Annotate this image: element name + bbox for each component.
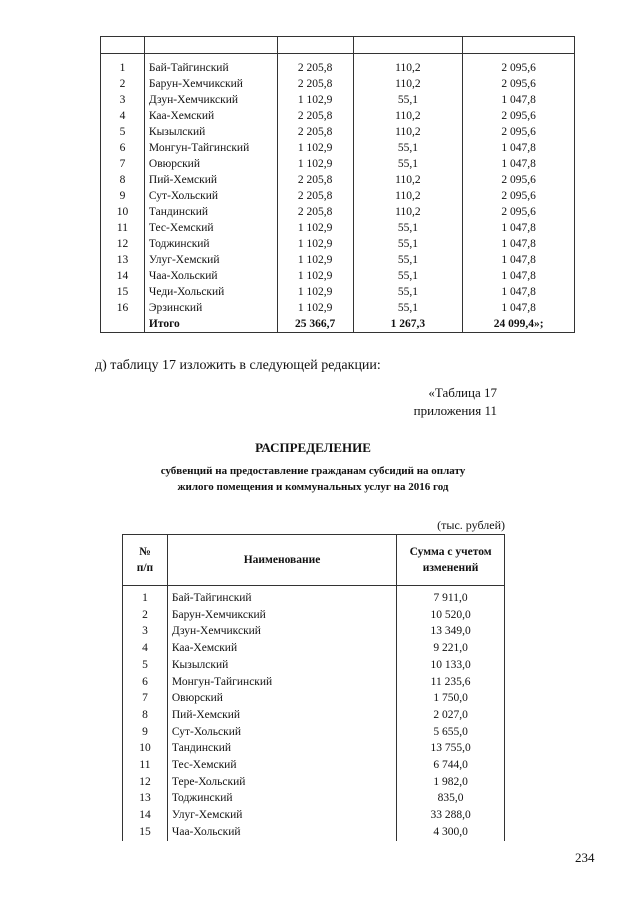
distribution-table [122,534,505,841]
table-cell: Улуг-Хемский [167,807,396,824]
table-header-row [101,37,575,54]
table-cell: 7 911,0 [397,590,505,607]
table-cell: 2 095,6 [463,204,575,220]
table-cell: 2 [123,607,168,624]
table-cell: 55,1 [353,284,463,300]
table-cell: 55,1 [353,140,463,156]
table-cell: 1 267,3 [353,316,463,333]
table-cell: 12 [123,774,168,791]
subsidy-table-continued [100,36,575,333]
table-ref-line2: приложения 11 [413,403,497,418]
table-cell: 4 300,0 [397,824,505,841]
table-cell: 13 [101,252,145,268]
table-cell: 1 047,8 [463,236,575,252]
table-cell: Сут-Хольский [167,724,396,741]
table-cell: Улуг-Хемский [144,252,277,268]
table-cell: 3 [123,623,168,640]
table-cell: 2 205,8 [277,172,353,188]
table-cell: 2 095,6 [463,60,575,76]
table-row [123,623,505,640]
table-cell: 2 [101,76,145,92]
table-cell: 55,1 [353,92,463,108]
table-cell: 2 205,8 [277,204,353,220]
table-row [101,204,575,220]
table-cell: 9 [101,188,145,204]
table-cell: Итого [144,316,277,333]
table-cell: 2 095,6 [463,124,575,140]
table-cell: 55,1 [353,220,463,236]
table-cell: 110,2 [353,188,463,204]
table-cell: Кызылский [144,124,277,140]
table-cell: Каа-Хемский [144,108,277,124]
table-cell: 11 235,6 [397,674,505,691]
table-cell: 1 102,9 [277,156,353,172]
table-ref-line1: «Таблица 17 [428,385,497,400]
table-cell: 55,1 [353,252,463,268]
table-cell: 1 047,8 [463,140,575,156]
table-cell: 1 102,9 [277,140,353,156]
table-cell: 835,0 [397,790,505,807]
table-cell: 1 102,9 [277,268,353,284]
table-cell: Тес-Хемский [167,757,396,774]
table-row [123,740,505,757]
table-row [101,284,575,300]
table-cell: 1 047,8 [463,220,575,236]
table-cell: Тере-Хольский [167,774,396,791]
table-row [123,657,505,674]
table-cell: 1 [101,60,145,76]
table-cell: 2 095,6 [463,172,575,188]
table-cell: 8 [123,707,168,724]
table-cell: Пий-Хемский [144,172,277,188]
table-cell: Чаа-Хольский [167,824,396,841]
table-cell: 110,2 [353,60,463,76]
subtitle-line1: субвенций на предоставление гражданам субсидий на оплату [160,465,466,477]
table-cell: 4 [101,108,145,124]
table-row [123,590,505,607]
table-row [123,640,505,657]
table-row [101,60,575,76]
table-cell: 2 205,8 [277,76,353,92]
table-cell: 6 [123,674,168,691]
table-row [101,124,575,140]
table-cell: 10 [101,204,145,220]
table-cell: 1 047,8 [463,300,575,316]
header-num-2: п/п [136,562,154,574]
table-row [101,300,575,316]
table-cell: 15 [123,824,168,841]
table-cell: Бай-Тайгинский [167,590,396,607]
table-row [101,252,575,268]
header-name: Наименование [167,535,396,586]
table-row [101,140,575,156]
table-row [123,724,505,741]
table-cell: Барун-Хемчикский [167,607,396,624]
table-cell: 13 [123,790,168,807]
table-cell: Монгун-Тайгинский [167,674,396,691]
table-cell: Тес-Хемский [144,220,277,236]
table-row [101,108,575,124]
table-cell: 2 205,8 [277,60,353,76]
table-cell: Монгун-Тайгинский [144,140,277,156]
header-num: № [139,546,151,558]
table-cell: Эрзинский [144,300,277,316]
table-cell: 33 288,0 [397,807,505,824]
table-row [101,188,575,204]
table-cell: 1 102,9 [277,284,353,300]
table-cell: 11 [123,757,168,774]
table-row [123,774,505,791]
table-cell: 4 [123,640,168,657]
table-row [123,707,505,724]
units-label: (тыс. рублей) [437,518,505,532]
header-sum: Сумма с учетом [409,546,492,558]
document-title: РАСПРЕДЕЛЕНИЕ [255,440,371,455]
table-cell: 1 047,8 [463,252,575,268]
table-cell: 10 [123,740,168,757]
table-cell: 2 205,8 [277,188,353,204]
table-cell: Барун-Хемчикский [144,76,277,92]
table-cell: 3 [101,92,145,108]
table-row [101,236,575,252]
page-number: 234 [575,850,595,865]
table-cell: 1 982,0 [397,774,505,791]
table-cell: 16 [101,300,145,316]
table-cell: 10 520,0 [397,607,505,624]
table-cell: 2 095,6 [463,188,575,204]
table-cell: 1 102,9 [277,220,353,236]
table-cell: 10 133,0 [397,657,505,674]
table-cell: 14 [101,268,145,284]
table-cell: 55,1 [353,300,463,316]
table-cell: 2 205,8 [277,108,353,124]
table-cell: 6 744,0 [397,757,505,774]
table-cell: 1 047,8 [463,284,575,300]
table-row [123,807,505,824]
table-cell: Тоджинский [167,790,396,807]
table-cell: Кызылский [167,657,396,674]
table-cell: 1 047,8 [463,156,575,172]
table-cell: 1 102,9 [277,252,353,268]
total-row [101,316,575,333]
table-row [101,76,575,92]
table-cell: 1 [123,590,168,607]
table-cell: Бай-Тайгинский [144,60,277,76]
table-cell: 1 102,9 [277,300,353,316]
table-cell: Дзун-Хемчикский [144,92,277,108]
table-cell: Овюрский [144,156,277,172]
subtitle-line2: жилого помещения и коммунальных услуг на 2016 год [177,481,449,493]
table-cell: 13 755,0 [397,740,505,757]
table-cell: 2 095,6 [463,76,575,92]
table-cell: Тандинский [144,204,277,220]
table-row [101,92,575,108]
table-cell: 5 [101,124,145,140]
table-cell: 25 366,7 [277,316,353,333]
table-cell: 6 [101,140,145,156]
table-row [101,220,575,236]
table-cell: 1 750,0 [397,690,505,707]
table-cell: Тоджинский [144,236,277,252]
table-cell: 13 349,0 [397,623,505,640]
table-cell: Овюрский [167,690,396,707]
table-cell: 8 [101,172,145,188]
table-cell: Пий-Хемский [167,707,396,724]
instruction-text: д) таблицу 17 изложить в следующей редакции: [95,358,381,373]
table-row [123,674,505,691]
table-cell: 9 221,0 [397,640,505,657]
table-cell: Дзун-Хемчикский [167,623,396,640]
table-cell: 55,1 [353,236,463,252]
table-cell: 24 099,4»; [463,316,575,333]
table-cell: 5 [123,657,168,674]
table-cell: 9 [123,724,168,741]
table-cell: 15 [101,284,145,300]
table-row [123,824,505,841]
table-row [101,156,575,172]
table-cell: Сут-Хольский [144,188,277,204]
table-cell: 1 047,8 [463,92,575,108]
table-row [101,268,575,284]
table-cell: 1 102,9 [277,236,353,252]
table-header-row [123,535,505,586]
table-cell: 55,1 [353,268,463,284]
table-cell: 110,2 [353,108,463,124]
table-row [123,690,505,707]
table-cell: 7 [101,156,145,172]
header-sum-2: изменений [422,562,479,574]
table-cell [101,316,145,333]
table-cell: 11 [101,220,145,236]
table-cell: 12 [101,236,145,252]
table-cell: Чеди-Хольский [144,284,277,300]
table-row [123,790,505,807]
table-cell: 1 102,9 [277,92,353,108]
table-cell: 110,2 [353,76,463,92]
table-cell: 2 095,6 [463,108,575,124]
table-cell: 5 655,0 [397,724,505,741]
table-cell: 55,1 [353,156,463,172]
table-cell: Тандинский [167,740,396,757]
table-cell: 110,2 [353,204,463,220]
table-cell: 2 027,0 [397,707,505,724]
table-cell: Каа-Хемский [167,640,396,657]
table-cell: 7 [123,690,168,707]
table-cell: 2 205,8 [277,124,353,140]
table-cell: 14 [123,807,168,824]
table-row [123,757,505,774]
table-row [101,172,575,188]
table-cell: 110,2 [353,124,463,140]
table-cell: 1 047,8 [463,268,575,284]
table-cell: Чаа-Хольский [144,268,277,284]
table-row [123,607,505,624]
table-cell: 110,2 [353,172,463,188]
